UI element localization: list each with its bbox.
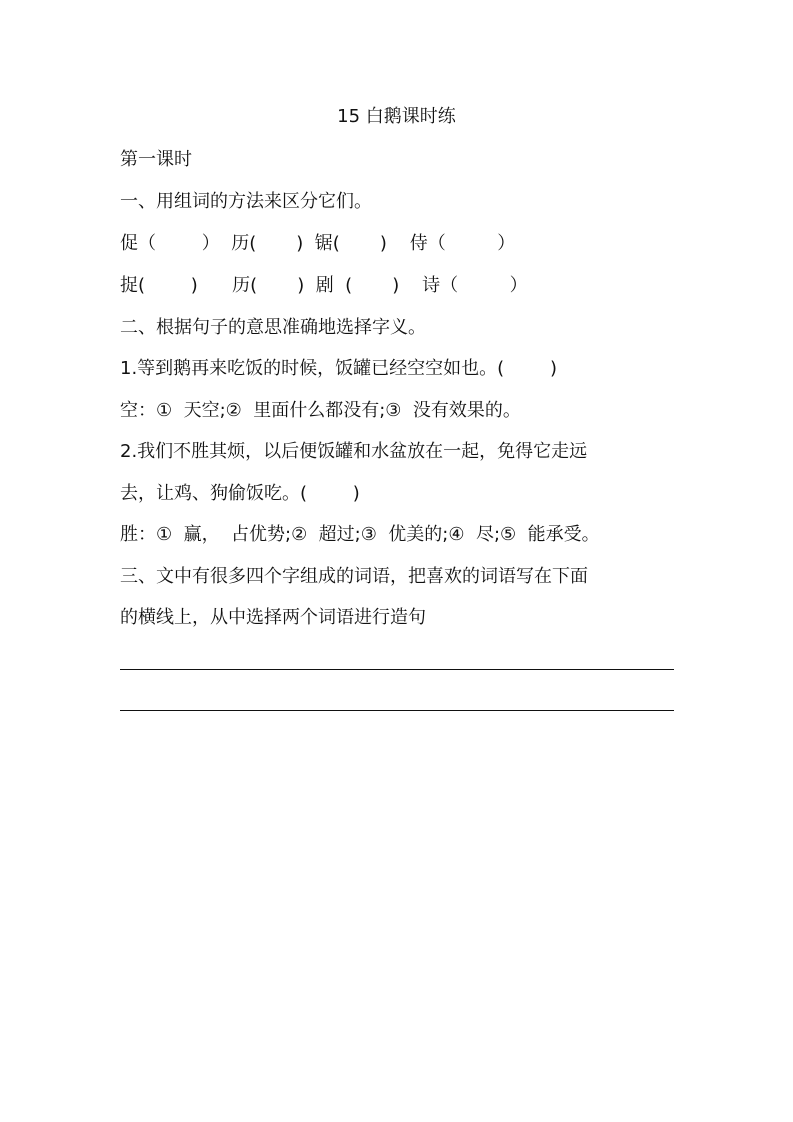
lesson-label: 第一课时 xyxy=(120,149,192,170)
q2-item-2-line-1: 2.我们不胜其烦，以后便饭罐和水盆放在一起，免得它走远 xyxy=(120,441,588,462)
q2-item-1: 1.等到鹅再来吃饭的时候，饭罐已经空空如也。( ) xyxy=(120,358,557,379)
q1-row-1: 促（ ） 历( ) 锯( ) 侍（ ） xyxy=(120,233,516,254)
q1-row-2: 捉( ) 历( ) 剧 ( ) 诗（ ） xyxy=(120,275,528,296)
q2-item-1-options: 空：① 天空;② 里面什么都没有;③ 没有效果的。 xyxy=(120,400,521,421)
answer-line-2 xyxy=(120,710,674,711)
q2-heading: 二、根据句子的意思准确地选择字义。 xyxy=(120,317,426,338)
answer-line-1 xyxy=(120,669,674,670)
q2-item-2-line-2: 去，让鸡、狗偷饭吃。( ) xyxy=(120,483,360,504)
q1-heading: 一、用组词的方法来区分它们。 xyxy=(120,191,372,212)
q2-item-2-options: 胜：① 赢， 占优势;② 超过;③ 优美的;④ 尽;⑤ 能承受。 xyxy=(120,524,600,545)
q3-heading-line-2: 的横线上，从中选择两个词语进行造句 xyxy=(120,607,426,628)
page-title: 15 白鹅课时练 xyxy=(337,106,456,127)
q3-heading-line-1: 三、文中有很多四个字组成的词语，把喜欢的词语写在下面 xyxy=(120,566,588,587)
